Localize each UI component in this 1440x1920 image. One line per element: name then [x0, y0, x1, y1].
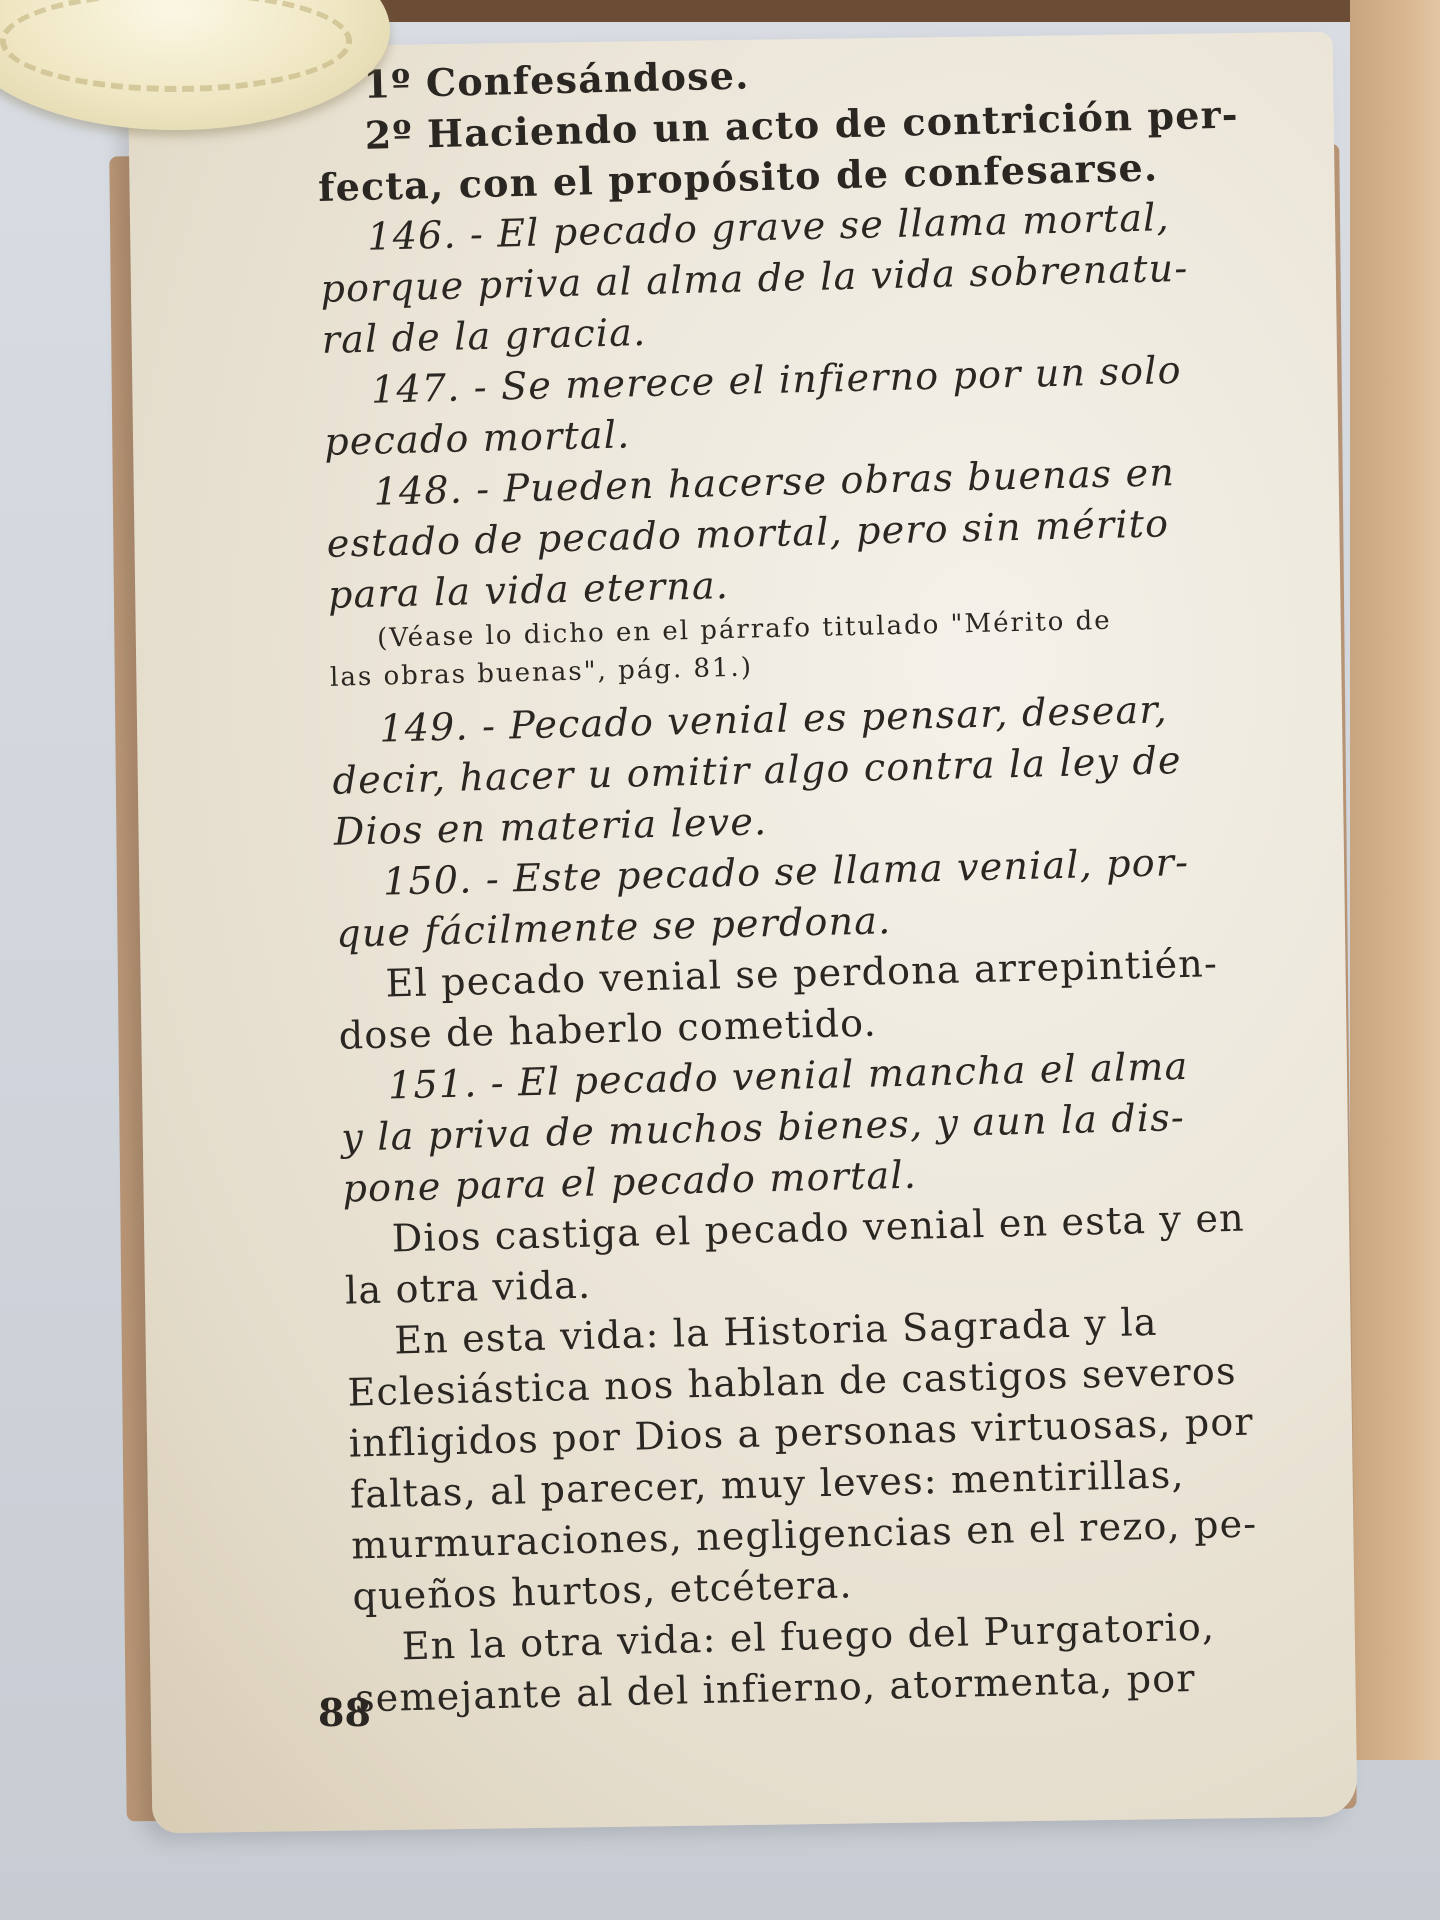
- text-line: pone para el pecado mortal.: [342, 1152, 918, 1211]
- footnote-line: las obras buenas", pág. 81.): [329, 652, 754, 693]
- footnote-line: (Véase lo dicho en el párrafo titulado "Mérito de: [376, 605, 1112, 654]
- text-line: semejante al del infierno, atormenta, por: [354, 1655, 1197, 1721]
- text-line: decir, hacer u omitir algo contra la ley de: [332, 738, 1183, 803]
- text-line: 2º Haciendo un acto de contrición per-: [364, 91, 1240, 158]
- text-line: 150. - Este pecado se llama venial, por-: [382, 839, 1190, 904]
- text-line: murmuraciones, negligencias en el rezo, pe-: [350, 1501, 1258, 1568]
- text-line: faltas, al parecer, muy leves: mentirillas,: [349, 1452, 1186, 1517]
- text-line: 1º Confesándose.: [363, 52, 751, 107]
- text-line: que fácilmente se perdona.: [335, 898, 892, 956]
- text-line: para la vida eterna.: [327, 563, 730, 617]
- text-line: 148. - Pueden hacerse obras buenas en: [373, 450, 1176, 514]
- text-line: pecado mortal.: [323, 412, 631, 464]
- text-line: fecta, con el propósito de confesarse.: [317, 144, 1159, 210]
- page-number: 88: [318, 1690, 371, 1735]
- text-line: la otra vida.: [344, 1262, 592, 1313]
- text-line: En la otra vida: el fuego del Purgatorio,: [401, 1604, 1216, 1669]
- text-line: El pecado venial se perdona arrepintién-: [385, 941, 1219, 1006]
- book-page-stack: [1350, 0, 1440, 1760]
- book-cover-edge: [330, 0, 1380, 22]
- text-line: y la priva de muchos bienes, y aun la dis-: [340, 1095, 1186, 1160]
- text-line: dose de haberlo cometido.: [338, 1000, 878, 1058]
- text-line: Eclesiástica nos hablan de castigos severos: [347, 1348, 1238, 1415]
- text-line: queños hurtos, etcétera.: [352, 1562, 854, 1619]
- text-line: porque priva al alma de la vida sobrenatu-: [320, 245, 1189, 311]
- text-line: 149. - Pecado venial es pensar, desear,: [378, 687, 1169, 751]
- text-line: 146. - El pecado grave se llama mortal,: [366, 195, 1171, 259]
- text-line: estado de pecado mortal, pero sin mérito: [326, 501, 1170, 566]
- text-line: ral de la gracia.: [321, 309, 647, 362]
- text-line: Dios castiga el pecado venial en esta y en: [391, 1195, 1246, 1261]
- text-line: infligidos por Dios a personas virtuosas, por: [348, 1399, 1255, 1466]
- text-line: 151. - El pecado venial mancha el alma: [387, 1043, 1189, 1108]
- text-line: Dios en materia leve.: [333, 799, 768, 854]
- text-line: 147. - Se merece el infierno por un solo: [370, 347, 1183, 412]
- page-text: [315, 36, 1345, 1725]
- text-line: En esta vida: la Historia Sagrada y la: [393, 1299, 1159, 1363]
